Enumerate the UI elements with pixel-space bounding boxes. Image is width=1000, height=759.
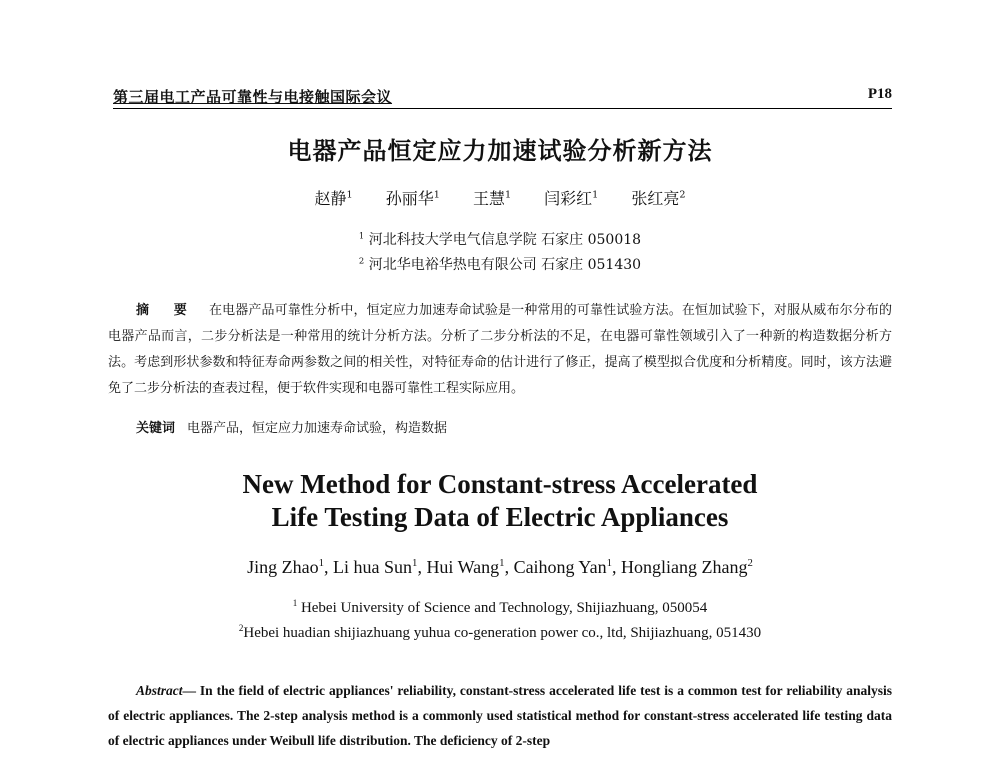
english-abstract: [108, 678, 892, 753]
english-affiliation: $^1$ Hebei University of Science and Technology, Shijiazhuang, 050054: [292, 598, 708, 616]
author: Hongliang Zhang$^2$: [620, 557, 753, 577]
chinese-keywords: [136, 417, 447, 436]
chinese-abstract: [108, 298, 892, 402]
chinese-authors: [0, 186, 1000, 209]
header-rule: [113, 108, 892, 109]
abstract-text: 在电器产品可靠性分析中，恒定应力加速寿命试验是一种常用的可靠性试验方法。在恒加试验下，对服从威布尔分布的电器产品而言，二步分析法是一种常用的统计分析方法。分析了二步分析法的不足，在电器可靠性领域引入了一种新的构造数据分析方法。考虑到形状参数和特征寿命两参数之间的相关性，对特征寿命的估计进行了修正，提高了模型拟合优度和分析精度。同时，该方法避免了二步分析法的查表过程，便于软件实现和电器可靠性工程实际应用。: [108, 303, 892, 396]
author: 孙丽华$^1$: [385, 189, 440, 208]
author: Jing Zhao$^1$: [247, 557, 325, 577]
chinese-affiliation: $^1$ 河北科技大学电气信息学院 石家庄 050018: [358, 230, 642, 248]
author: 王慧$^1$: [472, 189, 512, 208]
author: 闫彩红$^1$: [544, 189, 599, 208]
chinese-title: 电器产品恒定应力加速试验分析新方法: [287, 137, 713, 165]
abstract-text: — In the field of electric appliances' reliability, constant-stress accelerated life test is a common test for reliability analysis of electric appliances. The 2-step analysis method is a commonly used statistical method for constant-stress accelerated life testing data of electric appliances under Weibull life distribution. The deficiency of 2-step: [108, 683, 892, 748]
author: 张红亮$^2$: [631, 189, 686, 208]
abstract-label: 摘 要: [136, 303, 197, 318]
abstract-label: Abstract: [136, 683, 183, 698]
author: Caihong Yan$^1$: [513, 557, 612, 577]
author: 赵静$^1$: [314, 189, 353, 208]
english-title: New Method for Constant-stress Accelerated Life Testing Data of Electric Appliances: [242, 469, 758, 532]
author: Li hua Sun$^1$: [333, 557, 418, 577]
chinese-affiliation: $^2$ 河北华电裕华热电有限公司 石家庄 051430: [358, 255, 642, 273]
keywords-label: 关键词: [136, 421, 176, 436]
conference-header: 第三届电工产品可靠性与电接触国际会议: [113, 88, 393, 106]
page-number: P18: [867, 86, 892, 102]
keywords-text: 电器产品，恒定应力加速寿命试验，构造数据: [187, 421, 448, 436]
author: Hui Wang$^1$: [426, 557, 505, 577]
english-affiliation: $^2$Hebei huadian shijiazhuang yuhua co-generation power co., ltd, Shijiazhuang, 051430: [238, 623, 762, 641]
english-authors: Jing Zhao$^1$, Li hua Sun$^1$, Hui Wang$^1$, Caihong Yan$^1$, Hongliang Zhang$^2$: [247, 557, 753, 577]
